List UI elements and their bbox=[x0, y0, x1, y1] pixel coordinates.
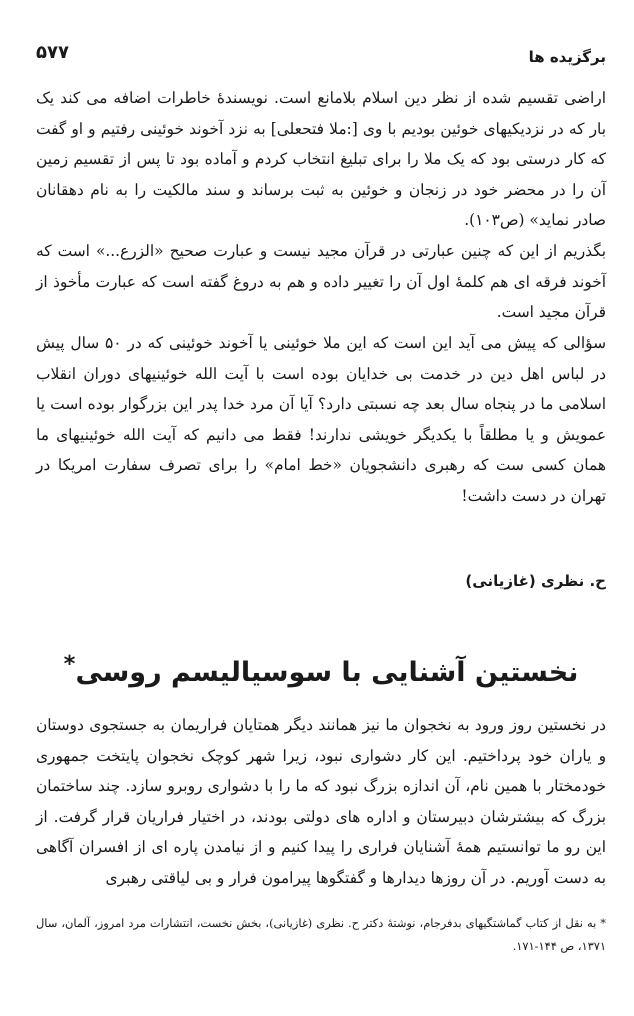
footnote-marker: * bbox=[63, 651, 76, 677]
body-paragraph-3: سؤالی که پیش می آید این است که این ملا خوئینی یا آخوند خوئینی که در ۵۰ سال پیش در لباس اهل دین در خدمت بی خدایان بوده است با آیت الله خوئینیهای دوران انقلاب اسلامی ما در پنجاه سال بعد چه نسبتی دارد؟ آیا آن مرد خدا پدر این بزرگوار بوده است یا عمویش و یا مطلقاً با یکدیگر خویشی ندارند! فقط می دانیم که آیت الله خوئینیهای ما همان کسی ست که رهبری دانشجویان «خط امام» را برای تصرف سفارت امریکا در تهران در دست داشت! bbox=[36, 334, 606, 505]
author-signature: ح. نظری (غازیانی) bbox=[465, 572, 606, 590]
body-paragraph-2: بگذریم از این که چنین عبارتی در قرآن مجید نیست و عبارت صحیح «الزرع...» است که آخوند فرقه ای هم کلمهٔ اول آن را تغییر داده و هم به دروغ گفته است که عبارت مأخوذ از قرآن مجید است. bbox=[36, 242, 606, 322]
chapter-title-text: نخستین آشنایی با سوسیالیسم روسی bbox=[75, 657, 579, 688]
running-title: برگزیده ها bbox=[528, 48, 606, 66]
footnote: * به نقل از کتاب گماشتگیهای بدفرجام، نوشتهٔ دکتر ح. نظری (غازیانی)، بخش نخست، انتشارات مرد امروز، آلمان، سال ۱۳۷۱، ص ۱۴۴-۱۷۱. bbox=[36, 916, 606, 953]
chapter-paragraph: در نخستین روز ورود به نخجوان ما نیز همانند دیگر همتایان فراریمان به جستجوی دوستان و یاران خود پرداختیم. این کار دشواری نبود، زیرا شهر کوچک نخجوان پایتخت جمهوری خودمختار با همین نام، آن اندازه بزرگ نبود که ما را با دشواری روبرو سازد. چند ساختمان بزرگ که بیشترشان دبیرستان و اداره های دولتی بودند، در اختیار فراریان قرار گرفت. از این رو ما توانستیم همهٔ آشنایان فراری را پیدا کنیم و از نیامدن پاره ای از افسران آگاهی به دست آوریم. در آن روزها دیدارها و گفتگوها پیرامون فرار و بی لیاقتی رهبری bbox=[36, 716, 606, 887]
body-paragraph-1: اراضی تقسیم شده از نظر دین اسلام بلامانع است. نویسندهٔ خاطرات اضافه می کند یک بار که در نزدیکیهای خوئین بودیم با وی [:ملا فتحعلی] به نزد آخوند خوئینی رفتیم و او گفت که کار درستی بود که یک ملا را برای تبلیغ انتخاب کردم و آماده بود تا پس از تقسیم زمین آن را در محضر خود در زنجان و خوئین به ثبت برساند و سند مالکیت را به نام دهقانان صادر نماید» (ص۱۰۳). bbox=[36, 89, 606, 230]
chapter-title bbox=[36, 640, 606, 697]
page-number: ۵۷۷ bbox=[36, 42, 69, 63]
